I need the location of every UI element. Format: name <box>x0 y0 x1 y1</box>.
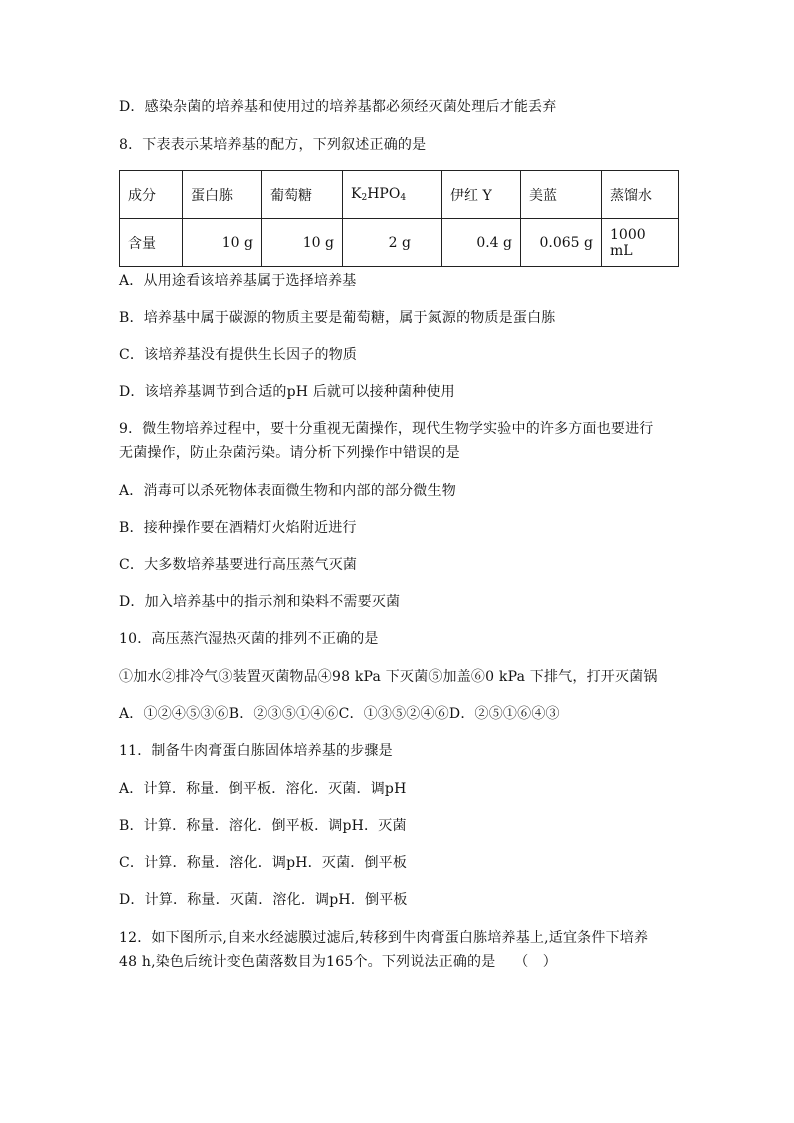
q8-option-a: A．从用途看该培养基属于选择培养基 <box>119 273 357 289</box>
formula-hpo: HPO <box>367 186 401 202</box>
q7-option-d: D．感染杂菌的培养基和使用过的培养基都必须经灭菌处理后才能丢弃 <box>119 99 557 115</box>
q8-option-b: B．培养基中属于碳源的物质主要是葡萄糖，属于氮源的物质是蛋白胨 <box>119 310 556 326</box>
q8-option-c: C．该培养基没有提供生长因子的物质 <box>119 347 358 363</box>
q9-option-c: C．大多数培养基要进行高压蒸气灭菌 <box>119 557 358 573</box>
q11-option-d: D．计算．称量．灭菌．溶化．调pH．倒平板 <box>119 892 408 908</box>
table-cell: 10 g <box>183 219 262 267</box>
q11-option-b: B．计算．称量．溶化．倒平板．调pH．灭菌 <box>119 818 407 834</box>
q9-option-b: B．接种操作要在酒精灯火焰附近进行 <box>119 520 357 536</box>
table-cell: 1000 mL <box>602 219 679 267</box>
table-header-row <box>120 171 679 219</box>
q8-option-d: D．该培养基调节到合适的pH 后就可以接种菌种使用 <box>119 384 455 400</box>
q9-option-a: A．消毒可以杀死物体表面微生物和内部的部分微生物 <box>119 483 456 499</box>
q12-stem-line-2: 48 h,染色后统计变色菌落数目为165个。下列说法正确的是 （ ） <box>119 954 557 970</box>
q10-stem: 10．高压蒸汽湿热灭菌的排列不正确的是 <box>119 631 379 647</box>
q11-option-a: A．计算．称量．倒平板．溶化．灭菌．调pH <box>119 781 407 797</box>
table-cell: 10 g <box>262 219 343 267</box>
table-cell <box>343 171 442 219</box>
table-cell: 蒸馏水 <box>602 171 679 219</box>
q10-steps: ①加水②排冷气③装置灭菌物品④98 kPa 下灭菌⑤加盖⑥0 kPa 下排气，打开灭菌锅 <box>119 669 658 685</box>
table-cell: 美蓝 <box>521 171 602 219</box>
q10-options: A．①②④⑤③⑥B．②③⑤①④⑥C．①③⑤②④⑥D．②⑤①⑥④③ <box>119 706 560 722</box>
table-cell: 含量 <box>120 219 183 267</box>
q9-stem-line-2: 无菌操作，防止杂菌污染。请分析下列操作中错误的是 <box>119 445 460 461</box>
table-cell: 0.065 g <box>521 219 602 267</box>
q12-stem-line-1: 12．如下图所示,自来水经滤膜过滤后,转移到牛肉膏蛋白胨培养基上,适宜条件下培养 <box>119 930 649 946</box>
table-cell: 伊红 Y <box>442 171 521 219</box>
q9-option-d: D．加入培养基中的指示剂和染料不需要灭菌 <box>119 594 401 610</box>
table-row <box>120 219 679 267</box>
q11-option-c: C．计算．称量．溶化．调pH．灭菌．倒平板 <box>119 855 408 871</box>
table-cell: 葡萄糖 <box>262 171 343 219</box>
q9-stem-line-1: 9．微生物培养过程中，要十分重视无菌操作，现代生物学实验中的许多方面也要进行 <box>119 421 654 437</box>
table-cell: 0.4 g <box>442 219 521 267</box>
q8-stem: 8．下表表示某培养基的配方，下列叙述正确的是 <box>119 137 427 153</box>
formula-k: K <box>351 186 362 202</box>
table-cell: 2 g <box>343 219 442 267</box>
medium-formula-table <box>119 170 679 267</box>
q11-stem: 11．制备牛肉膏蛋白胨固体培养基的步骤是 <box>119 743 393 759</box>
formula-sub-4: 4 <box>400 193 407 203</box>
table-cell: 成分 <box>120 171 183 219</box>
formula-sub-2: 2 <box>361 193 368 203</box>
table-cell: 蛋白胨 <box>183 171 262 219</box>
